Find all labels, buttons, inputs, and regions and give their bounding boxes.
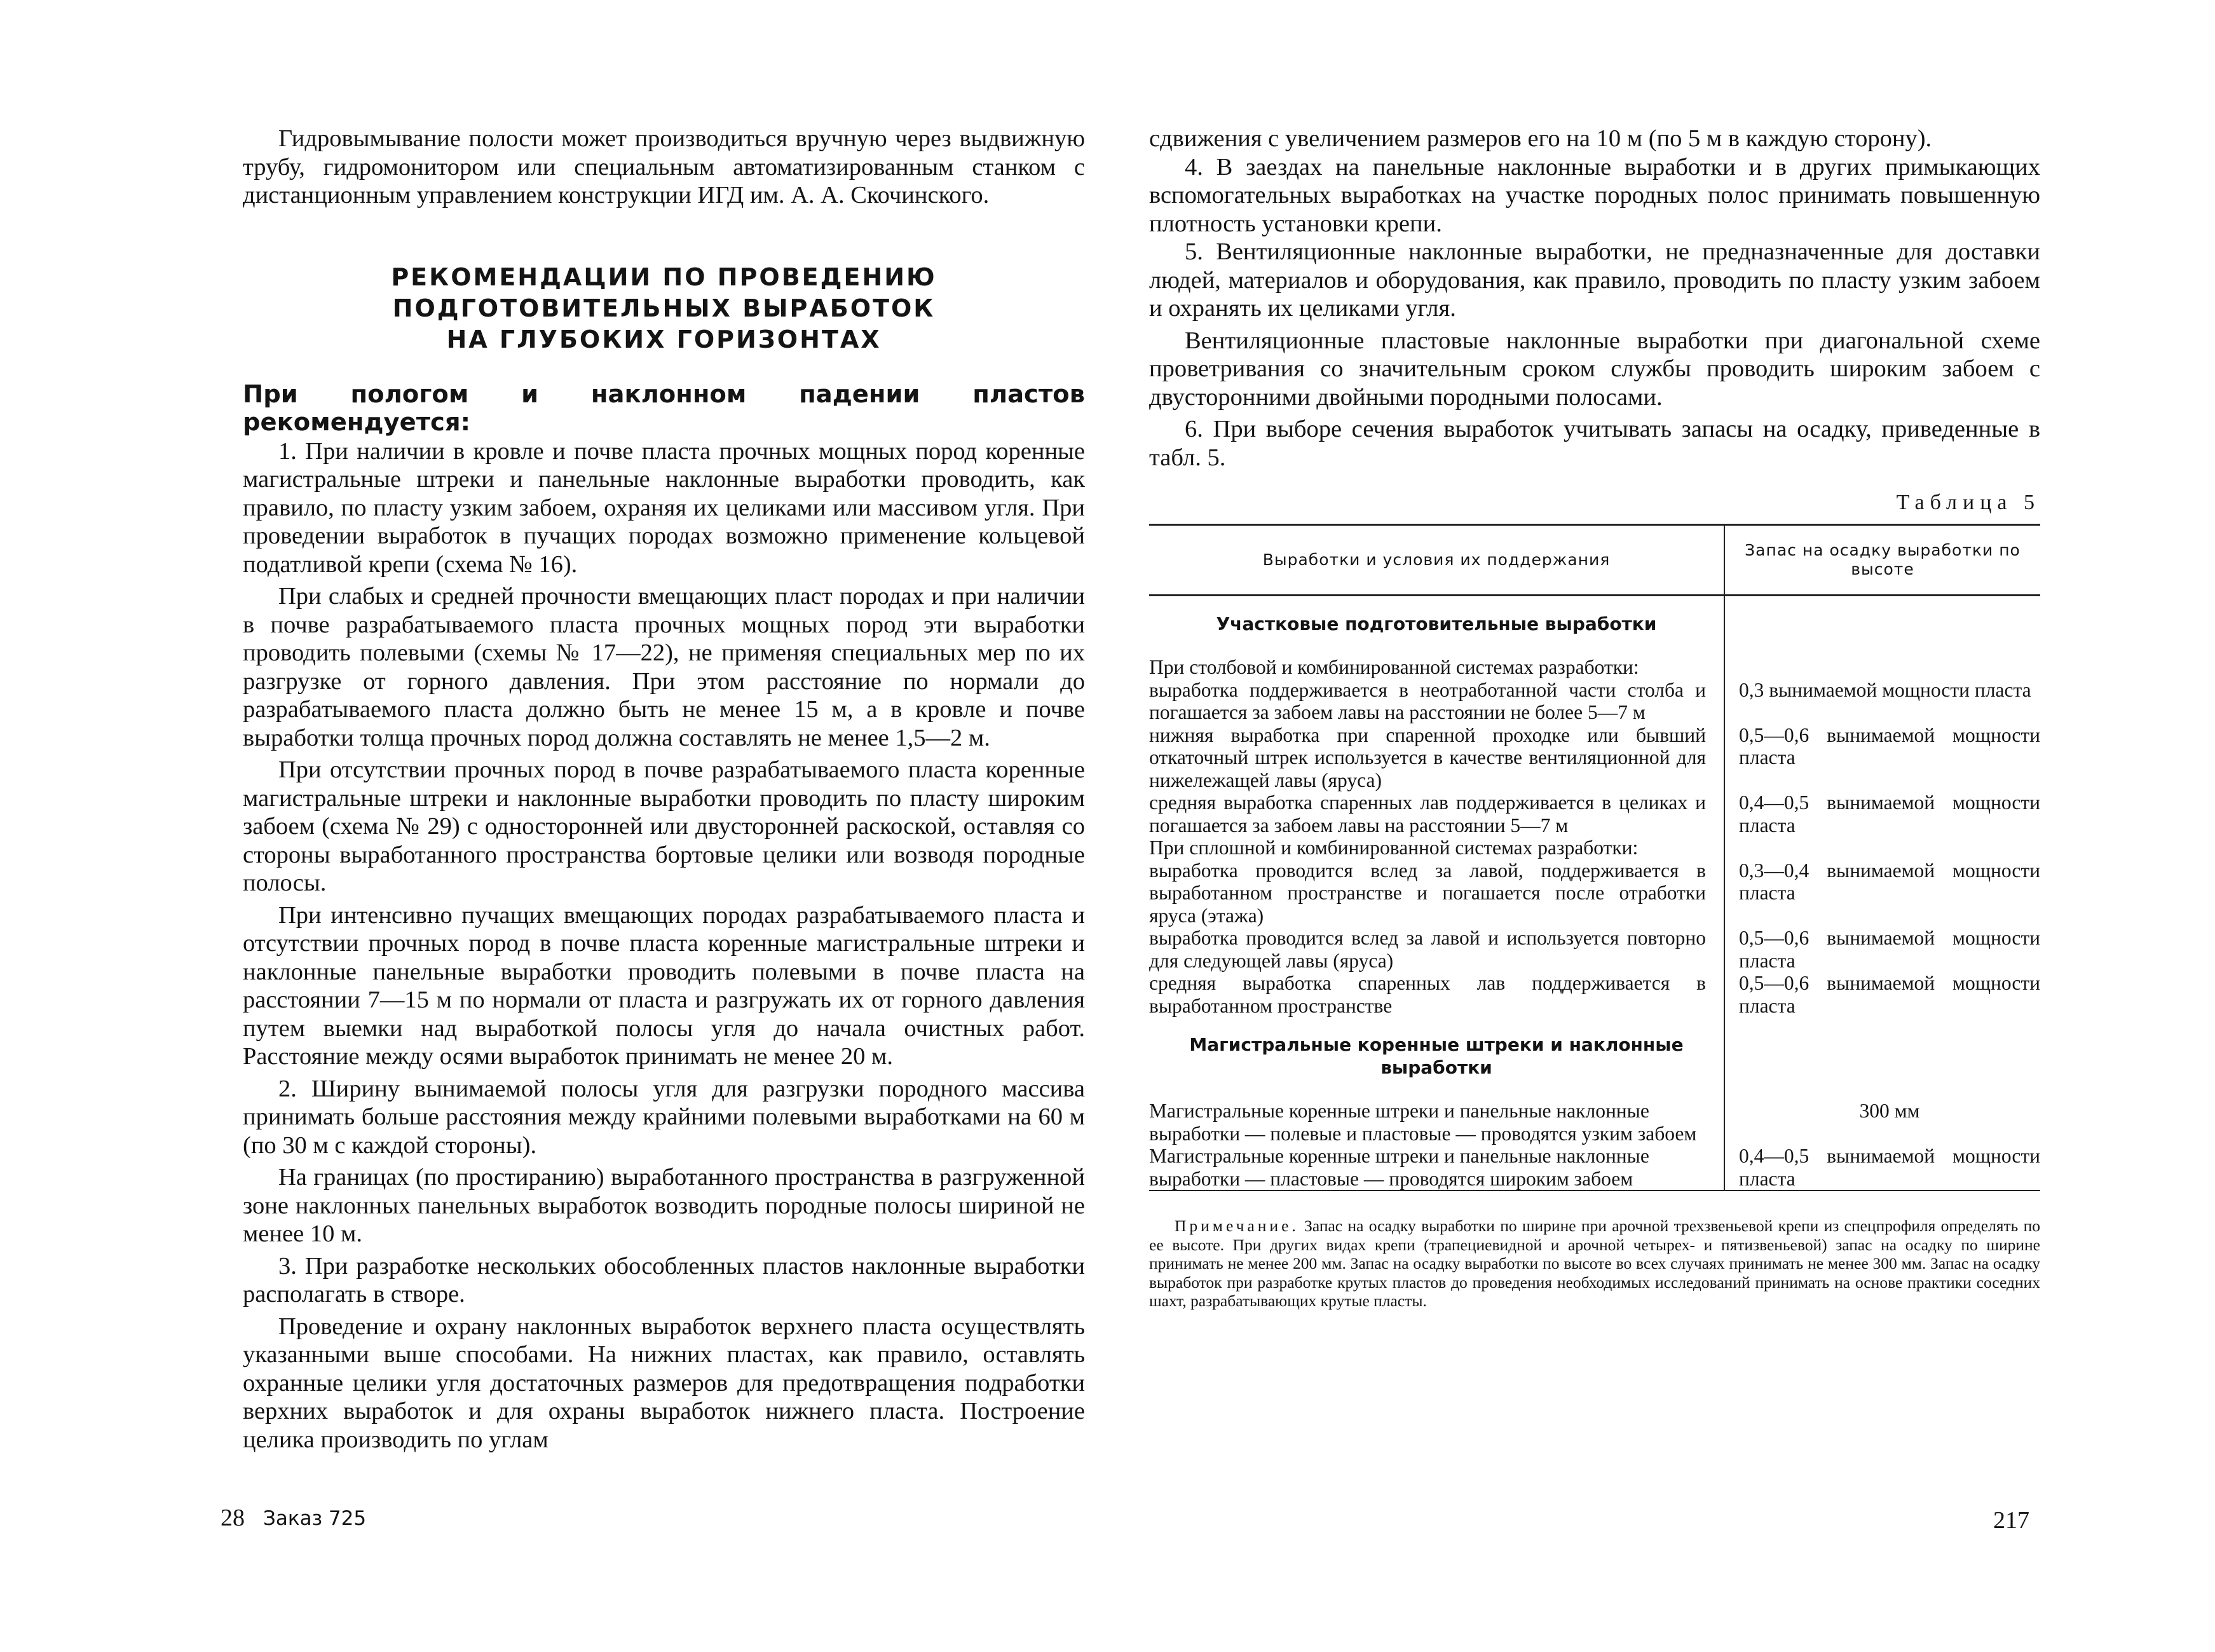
note-label: Примечание.: [1175, 1217, 1299, 1235]
table-section-row: [1149, 596, 2040, 657]
table-caption: Таблица 5: [1896, 491, 2040, 514]
table-group-label: При сплошной и комбинированной системах разработки:: [1149, 836, 1724, 859]
table-cell: Магистральные коренные штреки и панельные наклонные выработки — полевые и пластовые — проводятся узким забоем: [1149, 1100, 1724, 1145]
paragraph: 3. При разработке нескольких обособленных пластов наклонные выработки располагать в створе.: [243, 1252, 1085, 1307]
heading-line: ПОДГОТОВИТЕЛЬНЫХ ВЫРАБОТОК: [392, 294, 936, 322]
reserve-table: [1149, 524, 2040, 1191]
table-header: Выработки и условия их поддержания: [1149, 525, 1724, 596]
paragraph: Гидровымывание полости может производиться вручную через выдвижную трубу, гидромонитором или специальным автоматизированным станком с дистанционным управлением конструкции ИГД им. А. А. Скочинского.: [243, 125, 1085, 208]
table-cell: выработка проводится вслед за лавой и используется повторно для следующей лавы (яруса): [1149, 927, 1724, 972]
table-cell: выработка проводится вслед за лавой, поддерживается в выработанном пространстве и погашается после отработки яруса (этажа): [1149, 859, 1724, 927]
left-text-column: [243, 125, 1085, 1454]
heading-line: РЕКОМЕНДАЦИИ ПО ПРОВЕДЕНИЮ: [391, 263, 937, 291]
section-heading: [243, 262, 1085, 355]
table-cell: 0,3 вынимаемой мощности пласта: [1739, 678, 2031, 701]
table-section-title: Участковые подготовительные выработки: [1149, 596, 1724, 657]
paragraph: 6. При выборе сечения выработок учитывать запасы на осадку, приведенные в табл. 5.: [1149, 416, 2040, 471]
page-number: 217: [1993, 1507, 2029, 1534]
table-row: [1149, 656, 2040, 679]
paragraph: 2. Ширину вынимаемой полосы угля для разгрузки породного массива принимать больше расстояния между крайними полевыми выработками на 60 м (по 30 м с каждой стороны).: [243, 1075, 1085, 1159]
right-text-column: [1149, 125, 2040, 1327]
table-row: [1149, 972, 2040, 1017]
print-order: Заказ 725: [263, 1507, 367, 1530]
table-cell: 0,4—0,5 вынимаемой мощности пласта: [1739, 791, 2040, 836]
table-cell: 0,5—0,6 вынимаемой мощности пласта: [1739, 927, 2040, 972]
paragraph: 5. Вентиляционные наклонные выработки, не предназначенные для доставки людей, материалов и оборудования, как правило, проводить по пласту узким забоем и охранять их целиками угля.: [1149, 238, 2040, 322]
table-cell: 0,3—0,4 вынимаемой мощности пласта: [1739, 859, 2040, 904]
paragraph: 4. В заездах на панельные наклонные выработки и в других примыкающих вспомогательных выработках на участке породных полос принимать повышенную плотность установки крепи.: [1149, 153, 2040, 237]
right-page: [1107, 0, 2215, 1652]
table-cell: нижняя выработка при спаренной проходке или бывший откаточный штрек используется в качестве вентиляционной для нижележащей лавы (яруса): [1149, 724, 1724, 792]
paragraph: При интенсивно пучащих вмещающих породах разрабатываемого пласта и отсутствии прочных пород в почве пласта коренные магистральные штреки и наклонные панельные выработки проводить полевыми в почве пласта на расстоянии 7—15 м по нормали от пласта и разгружать их от горного давления путем выемки над выработкой полосы угля до начала очистных работ. Расстояние между осями выработок принимать не менее 20 м.: [243, 901, 1085, 1070]
lead-sentence: При пологом и наклонном падении пластов рекомендуется:: [243, 379, 1085, 437]
table-cell: 300 мм: [1859, 1100, 1920, 1122]
left-page: [0, 0, 1107, 1652]
table-row: [1149, 927, 2040, 972]
paragraph: 1. При наличии в кровле и почве пласта прочных мощных пород коренные магистральные штреки и панельные наклонные выработки проводить, как правило, по пласту узким забоем, охраняя их целиками или массивом угля. При проведении выработок в пучащих породах возможно применение кольцевой податливой крепи (схема № 16).: [243, 437, 1085, 578]
table-cell: средняя выработка спаренных лав поддерживается в целиках и погашается за забоем лавы на расстоянии 5—7 м: [1149, 791, 1724, 836]
table-row: [1149, 1100, 2040, 1145]
table-cell: выработка поддерживается в неотработанной части столба и погашается за забоем лавы на расстоянии не более 5—7 м: [1149, 679, 1724, 724]
table-row: [1149, 859, 2040, 927]
table-cell: Магистральные коренные штреки и панельные наклонные выработки — пластовые — проводятся широким забоем: [1149, 1145, 1724, 1191]
table-cell: 0,5—0,6 вынимаемой мощности пласта: [1739, 972, 2040, 1017]
table-cell: 0,5—0,6 вынимаемой мощности пласта: [1739, 723, 2040, 768]
table-header: Запас на осадку выработки по высоте: [1724, 525, 2040, 596]
table-row: [1149, 1145, 2040, 1191]
table-cell: средняя выработка спаренных лав поддерживается в выработанном пространстве: [1149, 972, 1724, 1017]
table-row: [1149, 679, 2040, 724]
paragraph: Проведение и охрану наклонных выработок верхнего пласта осуществлять указанными выше способами. На нижних пластах, как правило, оставлять охранные целики угля достаточных размеров для предотвращения подработки верхних выработок и для охраны выработок нижнего пласта. Построение целика производить по углам: [243, 1313, 1085, 1453]
table-row: [1149, 724, 2040, 792]
table-group-label: При столбовой и комбинированной системах разработки:: [1149, 656, 1724, 679]
page-number: 28: [221, 1505, 245, 1531]
paragraph: На границах (по простиранию) выработанного пространства в разгруженной зоне наклонных панельных выработок возводить породные полосы шириной не менее 10 м.: [243, 1164, 1085, 1247]
table-note: [1149, 1217, 2040, 1311]
heading-line: НА ГЛУБОКИХ ГОРИЗОНТАХ: [446, 325, 882, 353]
table-row: [1149, 791, 2040, 836]
table-section-row: [1149, 1017, 2040, 1100]
paragraph: При отсутствии прочных пород в почве разрабатываемого пласта коренные магистральные штреки и наклонные выработки проводить по пласту широким забоем (схема № 29) с односторонней или двусторонней раскоской, оставляя со стороны выработанного пространства бортовые целики или возводя породные полосы.: [243, 756, 1085, 896]
table-cell: 0,4—0,5 вынимаемой мощности пласта: [1724, 1145, 2040, 1191]
note-text: Запас на осадку выработки по ширине при арочной трехзвеньевой крепи из спецпрофиля определять по ее высоте. При других видах крепи (трапециевидной и арочной четырех- и пятизвеньевой) запас на осадку по ширине принимать не менее 200 мм. Запас на осадку выработки по высоте во всех случаях принимать не менее 300 мм. Запас на осадку выработок при разработке крутых пластов до проведения необходимых исследований принимать на основе практики соседних шахт, разрабатывающих крутые пласты.: [1149, 1217, 2040, 1310]
paragraph: При слабых и средней прочности вмещающих пласт породах и при наличии в почве разрабатываемого пласта прочных мощных пород эти выработки проводить полевыми (схемы № 17—22), не применяя специальных мер по их разгрузке от горного давления. При этом расстояние по нормали до разрабатываемого пласта должно быть не менее 15 м, а в кровле и почве выработки толща прочных пород должна составлять не менее 1,5—2 м.: [243, 583, 1085, 751]
paragraph: Вентиляционные пластовые наклонные выработки при диагональной схеме проветривания со значительным сроком службы проводить широким забоем с двусторонними двойными породными полосами.: [1149, 327, 2040, 411]
table-section-title: Магистральные коренные штреки и наклонные выработки: [1149, 1017, 1724, 1100]
paragraph: сдвижения с увеличением размеров его на 10 м (по 5 м в каждую сторону).: [1149, 125, 1932, 152]
table-row: [1149, 836, 2040, 859]
